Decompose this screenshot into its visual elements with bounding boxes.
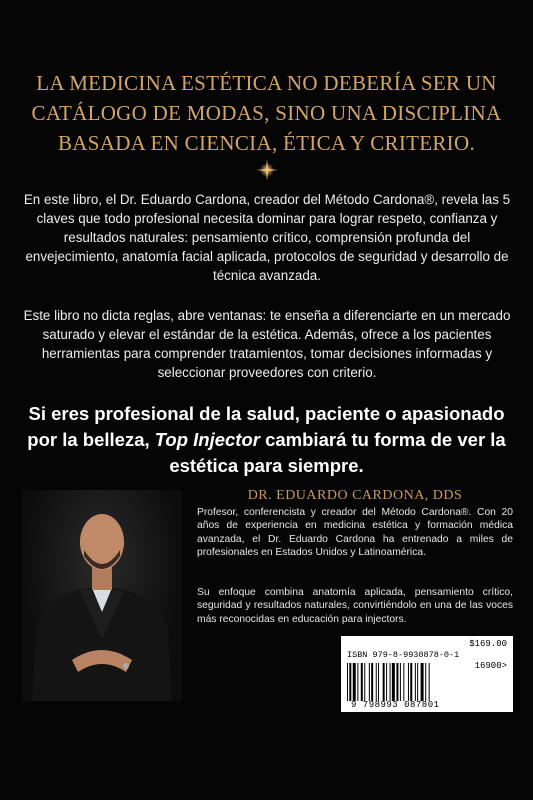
isbn-label: ISBN 979-8-9930878-0-1 — [347, 650, 460, 660]
author-bio-2: Su enfoque combina anatomía aplicada, pensamiento crítico, seguridad y resultados naturales, convirtiéndolo en una de las voces más reconocidas en educación para injectors. — [197, 587, 513, 625]
barcode-bar — [421, 663, 424, 701]
barcode-bar — [376, 663, 377, 701]
barcode-bar — [417, 663, 418, 701]
sparkle-icon — [256, 159, 278, 181]
barcode-bar — [429, 663, 430, 701]
author-photo — [22, 490, 182, 701]
cta-text-after: cambiará tu forma de ver la estética para siempre. — [169, 429, 506, 476]
isbn-barcode — [341, 636, 513, 712]
cta-text-before: Si eres profesional de la salud, paciente o apasionado por la belleza, — [27, 403, 505, 450]
barcode-bar — [383, 663, 385, 701]
barcode-bar — [347, 663, 348, 701]
author-portrait-illustration — [22, 490, 182, 701]
author-bio-1: Profesor, conferencista y creador del Método Cardona®. Con 20 años de experiencia en medicina estética y formación médica avanzada, el Dr. Eduardo Cardona ha entrenado a miles de profesionales en Estados Unidos y Latinoamérica. — [197, 507, 513, 559]
barcode-bar — [364, 663, 365, 701]
call-to-action — [20, 401, 513, 479]
barcode-bar — [369, 663, 370, 701]
barcode-bar — [425, 663, 426, 701]
barcode-bar — [349, 663, 351, 701]
price-addon-code: 16900> — [474, 661, 507, 671]
second-paragraph: Este libro no dicta reglas, abre ventanas: te enseña a diferenciarte en un mercado saturado y elevar el estándar de la estética. Además, ofrece a los pacientes herramientas para comprender tratamientos, tomar decisiones informadas y seleccionar proveedores con criterio. — [23, 308, 511, 380]
headline-line-2: CATÁLOGO DE MODAS, SINO UNA DISCIPLINA — [31, 101, 502, 125]
barcode-number: 9 798993 087801 — [351, 700, 440, 710]
back-cover-headline — [20, 68, 513, 158]
barcode-bar — [396, 663, 398, 701]
barcode-bar — [361, 663, 363, 701]
barcode-bars — [347, 663, 477, 701]
barcode-bar — [357, 663, 358, 701]
price-label: $169.00 — [469, 639, 507, 649]
headline-line-3: BASADA EN CIENCIA, ÉTICA Y CRITERIO. — [58, 131, 475, 155]
intro-paragraph: En este libro, el Dr. Eduardo Cardona, creador del Método Cardona®, revela las 5 claves que todo profesional necesita dominar para lograr respeto, confianza y resultados naturales: pensamiento crítico, comprensión profunda del envejecimiento, anatomía facial aplicada, protocolos de seguridad y desarrollo de técnica avanzada. — [23, 192, 511, 283]
book-title: Top Injector — [154, 429, 260, 450]
headline-line-1: LA MEDICINA ESTÉTICA NO DEBERÍA SER UN — [36, 71, 497, 95]
barcode-bar — [415, 663, 416, 701]
barcode-bar — [392, 663, 395, 701]
barcode-bar — [400, 663, 401, 701]
author-name: DR. EDUARDO CARDONA, DDS — [247, 488, 463, 503]
barcode-bar — [371, 663, 373, 701]
barcode-bar — [410, 663, 412, 701]
barcode-bar — [390, 663, 391, 701]
barcode-bar — [378, 663, 379, 701]
barcode-bar — [408, 663, 409, 701]
barcode-bar — [386, 663, 387, 701]
barcode-bar — [403, 663, 404, 701]
barcode-bar — [353, 663, 356, 701]
